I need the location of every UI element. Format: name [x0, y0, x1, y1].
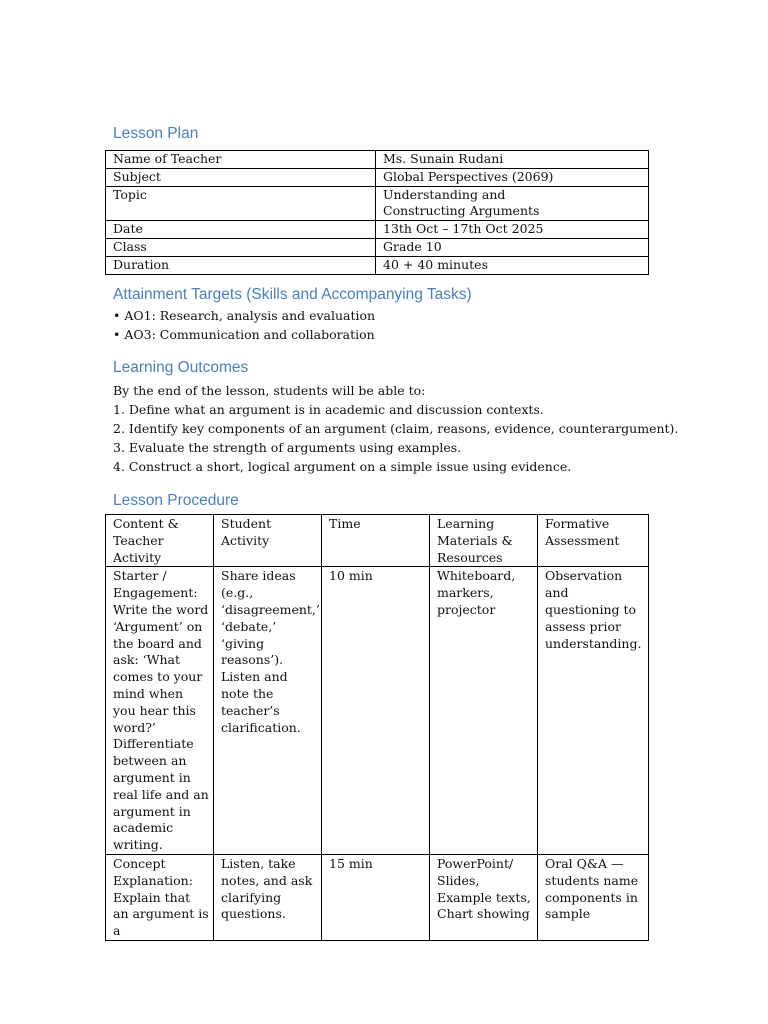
table-row: [106, 854, 649, 940]
info-value-topic: Understanding and Constructing Arguments: [376, 186, 649, 221]
info-label-subject: Subject: [106, 168, 376, 186]
header-formative-assessment: Formative Assessment: [538, 515, 649, 567]
outcomes-heading: Learning Outcomes: [113, 359, 249, 376]
page-title: Lesson Plan: [113, 125, 199, 142]
info-value-teacher: Ms. Sunain Rudani: [376, 151, 649, 169]
info-label-class: Class: [106, 238, 376, 256]
outcome-item-3: 3. Evaluate the strength of arguments using examples.: [113, 440, 462, 455]
row1-formative-assessment: Observation and questioning to assess prior understanding.: [538, 567, 649, 855]
procedure-heading: Lesson Procedure: [113, 492, 239, 509]
table-row: [106, 168, 649, 186]
table-row: [106, 256, 649, 274]
info-value-date: 13th Oct – 17th Oct 2025: [376, 221, 649, 239]
outcome-item-2: 2. Identify key components of an argument (claim, reasons, evidence, counterargument).: [113, 421, 679, 436]
attainment-heading: Attainment Targets (Skills and Accompanying Tasks): [113, 286, 472, 303]
attainment-item-ao3: • AO3: Communication and collaboration: [113, 327, 375, 342]
procedure-table-clip: [100, 514, 660, 939]
info-value-class: Grade 10: [376, 238, 649, 256]
header-content-teacher-activity: Content & Teacher Activity: [106, 515, 214, 567]
info-label-date: Date: [106, 221, 376, 239]
lesson-info-table: [105, 150, 649, 275]
header-time: Time: [322, 515, 430, 567]
header-student-activity: Student Activity: [214, 515, 322, 567]
table-row: [106, 238, 649, 256]
row1-time: 10 min: [322, 567, 430, 855]
info-label-duration: Duration: [106, 256, 376, 274]
row2-learning-materials: PowerPoint/ Slides, Example texts, Chart showing: [430, 854, 538, 940]
lesson-procedure-table: [105, 514, 649, 941]
row1-student-activity: Share ideas (e.g., ‘disagreement,’ ‘debate,’ ‘giving reasons’). Listen and note the teacher’s clarification.: [214, 567, 322, 855]
info-label-topic: Topic: [106, 186, 376, 221]
row1-content-teacher-activity: Starter / Engagement: Write the word ‘Argument’ on the board and ask: ‘What comes to your mind when you hear this word?’ Differentiate between an argument in real life and an argument in academic writing.: [106, 567, 214, 855]
row2-student-activity: Listen, take notes, and ask clarifying questions.: [214, 854, 322, 940]
info-value-duration: 40 + 40 minutes: [376, 256, 649, 274]
table-row: [106, 151, 649, 169]
info-label-teacher: Name of Teacher: [106, 151, 376, 169]
outcomes-intro: By the end of the lesson, students will be able to:: [113, 383, 426, 398]
table-row: [106, 186, 649, 221]
row2-content-teacher-activity: Concept Explanation: Explain that an argument is a: [106, 854, 214, 940]
table-header-row: [106, 515, 649, 567]
header-learning-materials: Learning Materials & Resources: [430, 515, 538, 567]
table-row: [106, 567, 649, 855]
outcome-item-4: 4. Construct a short, logical argument on a simple issue using evidence.: [113, 459, 572, 474]
row1-learning-materials: Whiteboard, markers, projector: [430, 567, 538, 855]
table-row: [106, 221, 649, 239]
row2-time: 15 min: [322, 854, 430, 940]
outcome-item-1: 1. Define what an argument is in academic and discussion contexts.: [113, 402, 544, 417]
attainment-item-ao1: • AO1: Research, analysis and evaluation: [113, 308, 376, 323]
row2-formative-assessment: Oral Q&A — students name components in sample: [538, 854, 649, 940]
info-value-subject: Global Perspectives (2069): [376, 168, 649, 186]
